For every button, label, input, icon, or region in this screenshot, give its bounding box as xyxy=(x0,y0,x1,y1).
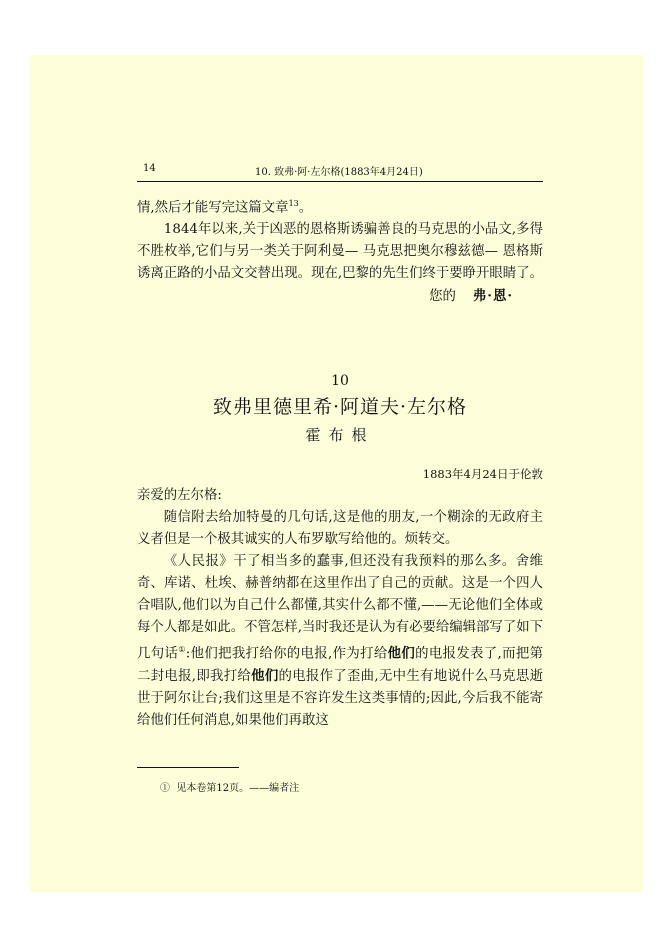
emphasis: 他们 xyxy=(387,645,416,662)
page-number: 14 xyxy=(143,163,156,174)
running-title: 10. 致弗·阿·左尔格(1883年4月24日) xyxy=(255,167,423,178)
note-reference: 13 xyxy=(288,199,299,208)
body-paragraph: 《人民报》干了相当多的蠢事,但还没有我预料的那么多。舍维奇、库诺、杜埃、赫普纳都在这里作出了自己的贡献。这是一个四人合唱队,他们以为自己什么都懂,其实什么都不懂,——无论他们全体或每个人都是如此。不管怎样,当时我还是认为有必要给编辑部写了如下几句话①:他们把我打给你的电报,作为打给他们的电报发表了,而把第二封电报,即我打给他们的电报作了歪曲,无中生有地说什么马克思逝世于阿尔让台;我们这里是不容许发生这类事情的;因此,今后我不能寄给他们任何消息,如果他们再敢这 xyxy=(137,554,544,729)
emphasis: 他们 xyxy=(251,668,279,685)
letter-heading xyxy=(137,370,543,448)
salutation: 亲爱的左尔格: xyxy=(137,488,222,503)
letter-title: 致弗里德里希·阿道夫·左尔格 xyxy=(212,396,468,418)
footnote-text: 见本卷第12页。——编者注 xyxy=(176,783,300,794)
body-paragraph: 1844年以来,关于凶恶的恩格斯诱骗善良的马克思的小品文,多得不胜枚举,它们与另一类关于阿利曼— 马克思把奥尔穆兹德— 恩格斯诱离正路的小品文交替出现。现在,巴黎的先生们终于要睁开眼睛了。 xyxy=(137,222,543,282)
footnote-reference: ① xyxy=(178,645,186,654)
footnote xyxy=(160,779,299,794)
signature: 您的 弗·恩· xyxy=(429,288,513,305)
letter-place: 霍布根 xyxy=(305,426,375,444)
signature-name: 弗·恩· xyxy=(472,288,513,305)
letter-number: 10 xyxy=(331,373,349,389)
body-paragraph: 随信附去给加特曼的几句话,这是他的朋友,一个糊涂的无政府主义者但是一个极其诚实的人布罗歇写给他的。烦转交。 xyxy=(137,510,543,547)
letter-date: 1883年4月24日于伦敦 xyxy=(422,467,543,481)
continuation-line: 情,然后才能写完这篇文章$^{13}$。 xyxy=(137,199,313,216)
running-header xyxy=(137,163,543,182)
footnote-mark: ① xyxy=(160,783,170,794)
letter-body xyxy=(137,463,543,732)
previous-letter-ending xyxy=(137,193,543,308)
footnote-divider xyxy=(137,767,239,768)
